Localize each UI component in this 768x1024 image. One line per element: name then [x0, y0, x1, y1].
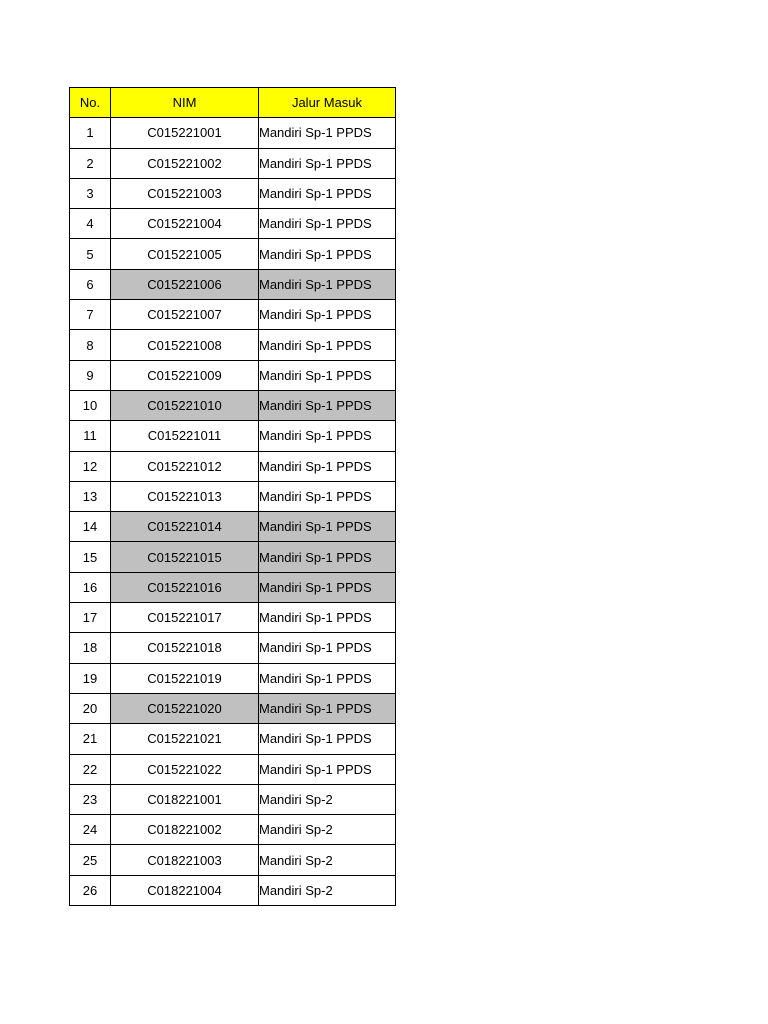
table-row: [70, 451, 396, 481]
cell-jalur-masuk: Mandiri Sp-1 PPDS: [259, 269, 396, 299]
cell-nim: C015221005: [111, 239, 259, 269]
cell-nim: C015221006: [111, 269, 259, 299]
cell-nim: C015221001: [111, 118, 259, 148]
cell-jalur-masuk: Mandiri Sp-1 PPDS: [259, 360, 396, 390]
cell-nim: C015221017: [111, 603, 259, 633]
cell-no: 26: [70, 875, 111, 905]
cell-jalur-masuk: Mandiri Sp-1 PPDS: [259, 330, 396, 360]
table-row: [70, 542, 396, 572]
cell-no: 12: [70, 451, 111, 481]
cell-no: 14: [70, 512, 111, 542]
header-row: [70, 88, 396, 118]
table-row: [70, 572, 396, 602]
cell-jalur-masuk: Mandiri Sp-2: [259, 875, 396, 905]
cell-no: 3: [70, 178, 111, 208]
table-row: [70, 421, 396, 451]
header-nim: NIM: [111, 88, 259, 118]
cell-nim: C015221010: [111, 390, 259, 420]
cell-nim: C015221015: [111, 542, 259, 572]
cell-nim: C015221009: [111, 360, 259, 390]
cell-jalur-masuk: Mandiri Sp-1 PPDS: [259, 421, 396, 451]
table-row: [70, 300, 396, 330]
cell-nim: C015221003: [111, 178, 259, 208]
cell-jalur-masuk: Mandiri Sp-1 PPDS: [259, 481, 396, 511]
cell-jalur-masuk: Mandiri Sp-1 PPDS: [259, 451, 396, 481]
cell-nim: C015221014: [111, 512, 259, 542]
cell-no: 7: [70, 300, 111, 330]
table-row: [70, 724, 396, 754]
cell-jalur-masuk: Mandiri Sp-1 PPDS: [259, 118, 396, 148]
cell-no: 6: [70, 269, 111, 299]
cell-nim: C015221019: [111, 663, 259, 693]
cell-jalur-masuk: Mandiri Sp-1 PPDS: [259, 209, 396, 239]
table-row: [70, 209, 396, 239]
cell-jalur-masuk: Mandiri Sp-1 PPDS: [259, 724, 396, 754]
cell-nim: C015221002: [111, 148, 259, 178]
table-row: [70, 875, 396, 905]
cell-nim: C015221007: [111, 300, 259, 330]
cell-no: 20: [70, 693, 111, 723]
cell-jalur-masuk: Mandiri Sp-1 PPDS: [259, 178, 396, 208]
cell-nim: C015221021: [111, 724, 259, 754]
cell-no: 1: [70, 118, 111, 148]
cell-no: 22: [70, 754, 111, 784]
cell-no: 18: [70, 633, 111, 663]
cell-jalur-masuk: Mandiri Sp-1 PPDS: [259, 603, 396, 633]
table-row: [70, 148, 396, 178]
header-jalur-masuk: Jalur Masuk: [259, 88, 396, 118]
table-header: [70, 88, 396, 118]
cell-nim: C018221002: [111, 815, 259, 845]
cell-no: 21: [70, 724, 111, 754]
table-row: [70, 754, 396, 784]
cell-jalur-masuk: Mandiri Sp-1 PPDS: [259, 663, 396, 693]
cell-nim: C015221016: [111, 572, 259, 602]
cell-no: 4: [70, 209, 111, 239]
cell-no: 10: [70, 390, 111, 420]
table-row: [70, 845, 396, 875]
cell-no: 23: [70, 784, 111, 814]
cell-jalur-masuk: Mandiri Sp-1 PPDS: [259, 512, 396, 542]
cell-no: 11: [70, 421, 111, 451]
table-row: [70, 118, 396, 148]
cell-nim: C015221018: [111, 633, 259, 663]
cell-jalur-masuk: Mandiri Sp-1 PPDS: [259, 148, 396, 178]
cell-no: 2: [70, 148, 111, 178]
table-row: [70, 269, 396, 299]
table-row: [70, 178, 396, 208]
table-row: [70, 390, 396, 420]
student-table: [69, 87, 396, 906]
cell-no: 25: [70, 845, 111, 875]
cell-nim: C018221001: [111, 784, 259, 814]
cell-nim: C015221022: [111, 754, 259, 784]
table-row: [70, 360, 396, 390]
cell-jalur-masuk: Mandiri Sp-1 PPDS: [259, 754, 396, 784]
cell-no: 16: [70, 572, 111, 602]
cell-no: 8: [70, 330, 111, 360]
cell-jalur-masuk: Mandiri Sp-1 PPDS: [259, 693, 396, 723]
cell-jalur-masuk: Mandiri Sp-2: [259, 815, 396, 845]
cell-jalur-masuk: Mandiri Sp-1 PPDS: [259, 633, 396, 663]
cell-nim: C015221008: [111, 330, 259, 360]
cell-jalur-masuk: Mandiri Sp-2: [259, 784, 396, 814]
table-row: [70, 693, 396, 723]
cell-no: 19: [70, 663, 111, 693]
cell-jalur-masuk: Mandiri Sp-1 PPDS: [259, 572, 396, 602]
table-row: [70, 512, 396, 542]
cell-no: 13: [70, 481, 111, 511]
cell-nim: C018221004: [111, 875, 259, 905]
cell-nim: C015221004: [111, 209, 259, 239]
cell-nim: C015221013: [111, 481, 259, 511]
cell-nim: C015221020: [111, 693, 259, 723]
table-row: [70, 603, 396, 633]
cell-jalur-masuk: Mandiri Sp-1 PPDS: [259, 300, 396, 330]
cell-nim: C015221011: [111, 421, 259, 451]
table-row: [70, 239, 396, 269]
cell-nim: C015221012: [111, 451, 259, 481]
table-row: [70, 815, 396, 845]
cell-no: 9: [70, 360, 111, 390]
table-body: [70, 118, 396, 906]
table-row: [70, 784, 396, 814]
cell-no: 17: [70, 603, 111, 633]
table-row: [70, 481, 396, 511]
table-row: [70, 330, 396, 360]
table-row: [70, 633, 396, 663]
cell-no: 5: [70, 239, 111, 269]
cell-nim: C018221003: [111, 845, 259, 875]
cell-jalur-masuk: Mandiri Sp-1 PPDS: [259, 542, 396, 572]
table-row: [70, 663, 396, 693]
cell-jalur-masuk: Mandiri Sp-1 PPDS: [259, 239, 396, 269]
header-no: No.: [70, 88, 111, 118]
cell-no: 24: [70, 815, 111, 845]
cell-jalur-masuk: Mandiri Sp-2: [259, 845, 396, 875]
cell-no: 15: [70, 542, 111, 572]
cell-jalur-masuk: Mandiri Sp-1 PPDS: [259, 390, 396, 420]
